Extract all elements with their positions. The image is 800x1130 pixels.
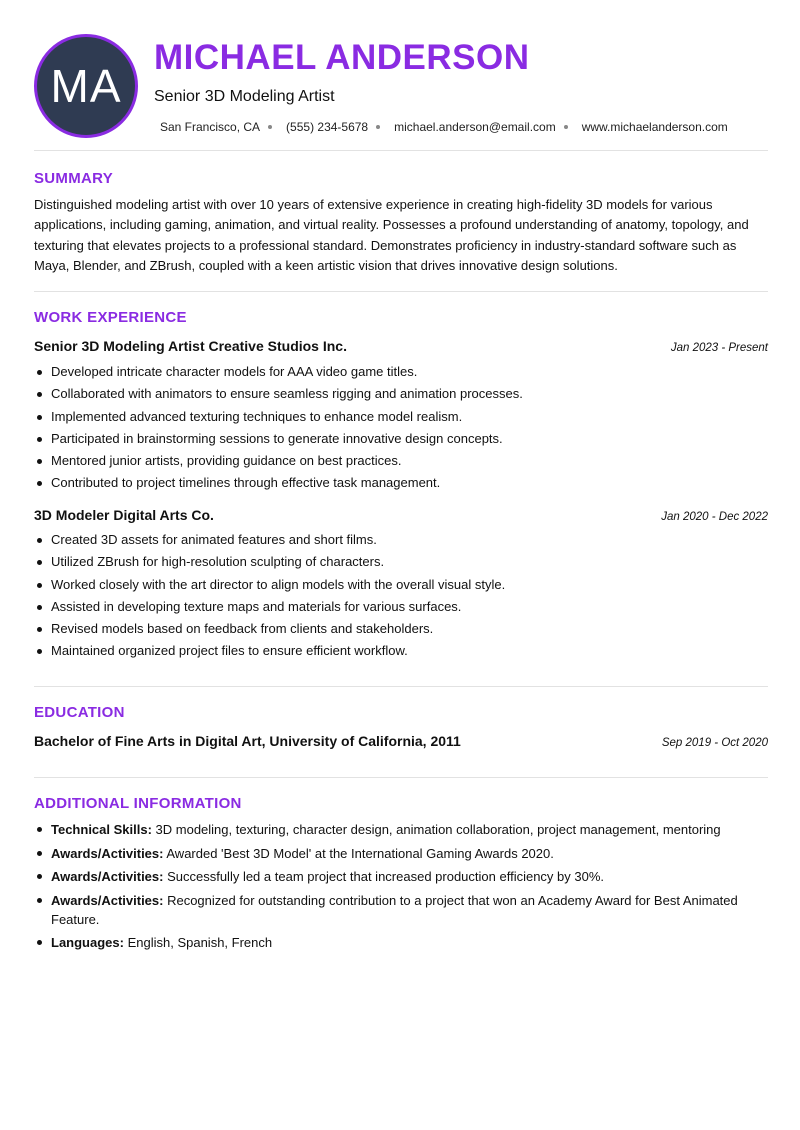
separator-dot-icon (564, 125, 568, 129)
divider (34, 150, 768, 151)
contact-email[interactable] (394, 120, 582, 134)
contact-info (160, 120, 728, 134)
education-entry (34, 733, 768, 749)
list-item: Participated in brainstorming sessions to generate innovative design concepts. (34, 428, 764, 450)
info-label: Technical Skills: (51, 822, 152, 837)
info-label: Awards/Activities: (51, 845, 164, 861)
education-heading: EDUCATION (34, 704, 125, 721)
list-item (34, 867, 764, 886)
divider (34, 777, 768, 778)
additional-info-list (34, 820, 764, 957)
divider (34, 291, 768, 292)
list-item: Created 3D assets for animated features and short films. (34, 529, 764, 551)
divider (34, 686, 768, 687)
separator-dot-icon (268, 125, 272, 129)
info-label: Languages: (51, 935, 124, 950)
location-text: San Francisco, CA (160, 120, 261, 134)
candidate-name: MICHAEL ANDERSON (154, 38, 530, 77)
job-header (34, 338, 768, 354)
separator-dot-icon (376, 125, 380, 129)
job-bullets (34, 529, 764, 663)
list-item: Utilized ZBrush for high-resolution sculpting of characters. (34, 551, 764, 573)
list-item: Collaborated with animators to ensure seamless rigging and animation processes. (34, 383, 764, 405)
job-header (34, 507, 768, 523)
job-date: Jan 2020 - Dec 2022 (661, 511, 768, 523)
contact-website[interactable] (582, 120, 728, 134)
info-text: Awarded 'Best 3D Model' at the International Gaming Awards 2020. (163, 845, 554, 861)
list-item: Developed intricate character models for AAA video game titles. (34, 361, 764, 383)
summary-heading: SUMMARY (34, 170, 114, 187)
info-text: 3D modeling, texturing, character design, animation collaboration, project management, mentoring (151, 822, 721, 837)
info-label: Awards/Activities: (51, 892, 164, 908)
candidate-title: Senior 3D Modeling Artist (154, 88, 335, 105)
degree-text: Bachelor of Fine Arts in Digital Art, University of California, 2011 (34, 733, 461, 749)
phone-text: (555) 234-5678 (286, 120, 369, 134)
education-date: Sep 2019 - Oct 2020 (661, 737, 768, 749)
email-text[interactable]: michael.anderson@email.com (394, 120, 556, 134)
contact-phone (286, 120, 394, 134)
list-item: Worked closely with the art director to align models with the overall visual style. (34, 574, 764, 596)
list-item (34, 891, 764, 929)
website-text[interactable]: www.michaelanderson.com (581, 120, 728, 134)
job-bullets (34, 361, 764, 495)
list-item: Mentored junior artists, providing guidance on best practices. (34, 450, 764, 472)
job-role: 3D Modeler Digital Arts Co. (34, 507, 214, 523)
summary-text: Distinguished modeling artist with over 10 years of extensive experience in creating high-fidelity 3D models for various applications, including gaming, animation, and virtual reality. Possesses a profound understanding of anatomy, topology, and texturing that elevates projects to a professional standard. Demonstrates proficiency in industry-standard software such as Maya, Blender, and ZBrush, coupled with a keen artistic vision that drives innovative design solutions. (34, 197, 749, 273)
list-item: Contributed to project timelines through effective task management. (34, 472, 764, 494)
avatar-initials: MA (50, 60, 122, 112)
list-item: Assisted in developing texture maps and materials for various surfaces. (34, 596, 764, 618)
list-item (34, 820, 764, 839)
list-item: Implemented advanced texturing techniques to enhance model realism. (34, 406, 764, 428)
list-item (34, 844, 764, 863)
info-label: Awards/Activities: (51, 869, 164, 884)
resume-header (34, 34, 768, 138)
contact-location (160, 120, 286, 134)
job-date: Jan 2023 - Present (670, 342, 768, 354)
info-text: Successfully led a team project that increased production efficiency by 30%. (163, 869, 605, 884)
list-item: Revised models based on feedback from clients and stakeholders. (34, 618, 764, 640)
info-text: English, Spanish, French (123, 935, 273, 950)
additional-info-heading: ADDITIONAL INFORMATION (34, 795, 242, 812)
avatar (34, 34, 138, 138)
work-experience-heading: WORK EXPERIENCE (34, 309, 187, 326)
info-text: Recognized for outstanding contribution to a project that won an Academy Award for Best Animated Feature. (51, 892, 738, 927)
list-item (34, 933, 764, 952)
list-item: Maintained organized project files to ensure efficient workflow. (34, 640, 764, 662)
job-role: Senior 3D Modeling Artist Creative Studios Inc. (34, 338, 347, 354)
